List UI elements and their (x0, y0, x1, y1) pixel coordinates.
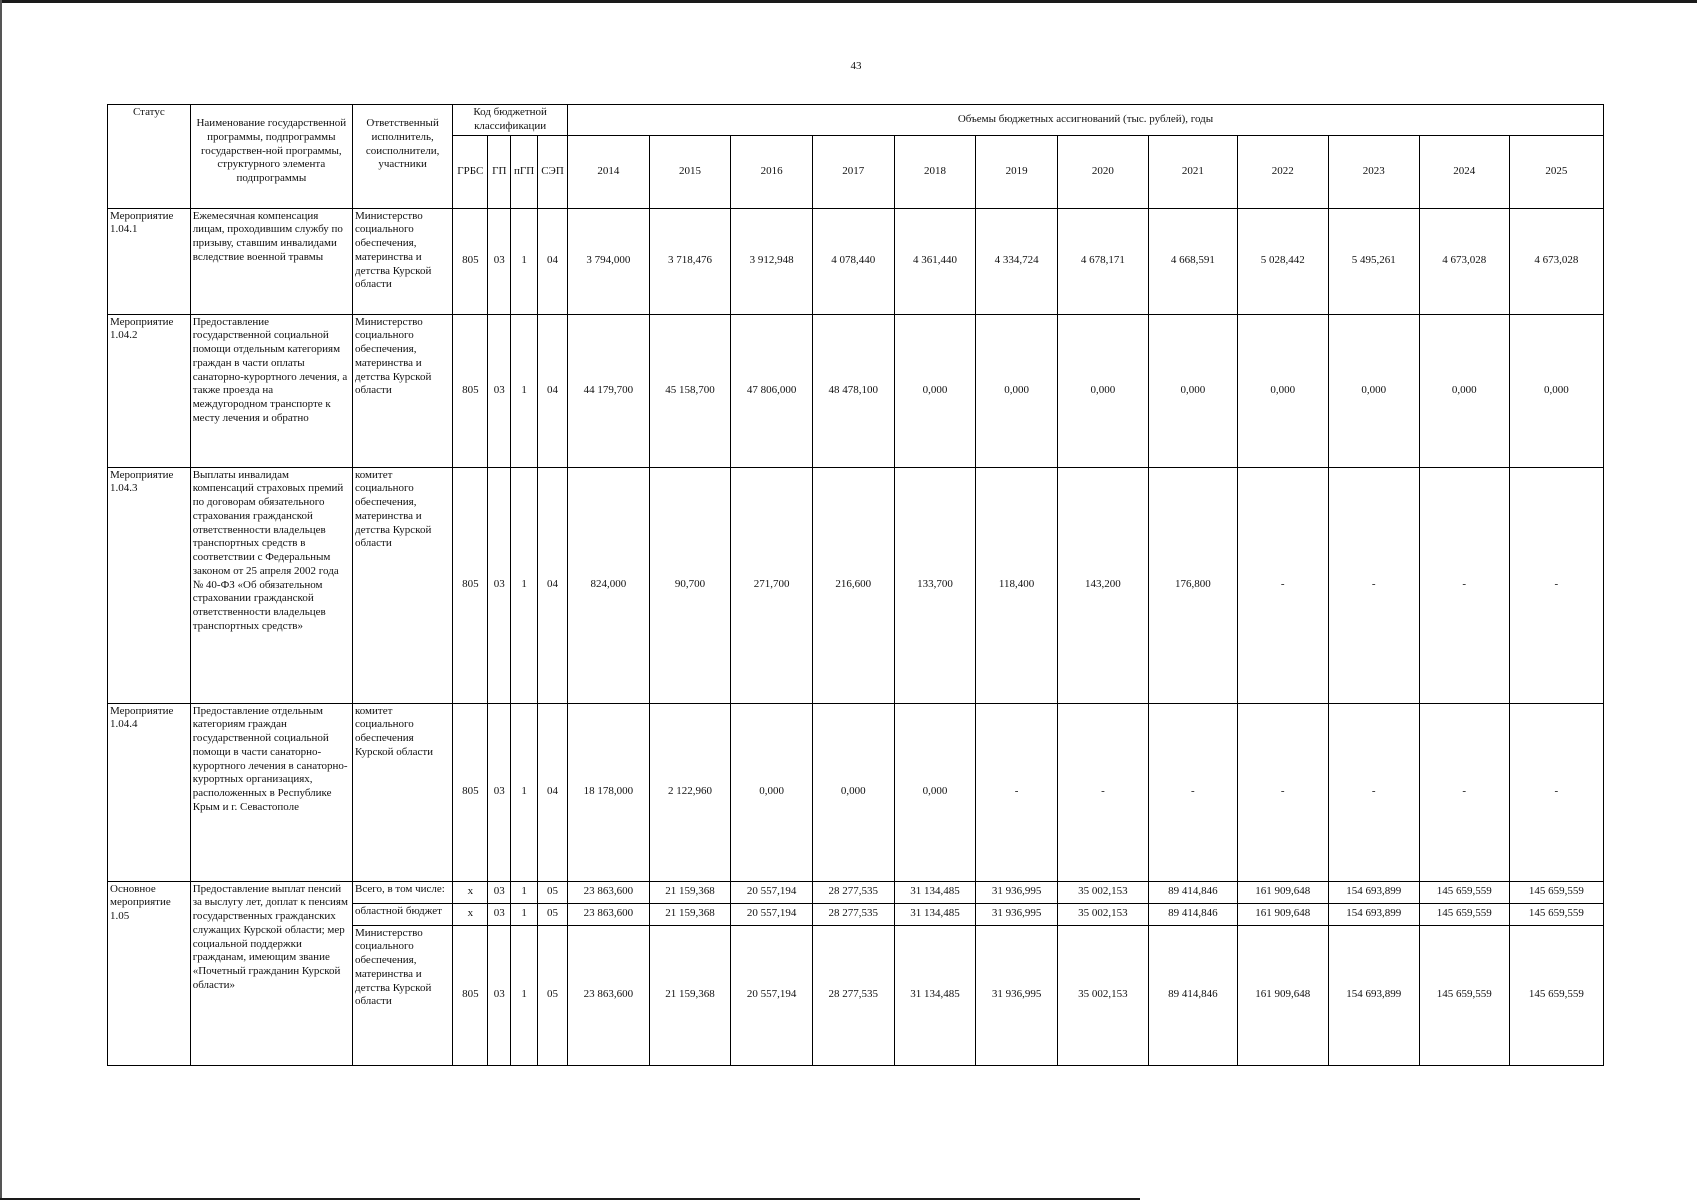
row-code-pgp: 1 (511, 925, 538, 1065)
table-row (108, 703, 1604, 881)
row-value: 4 673,028 (1419, 208, 1509, 314)
row-executor: областной бюджет (352, 903, 452, 925)
row-value: 0,000 (1148, 314, 1237, 467)
row-value: 161 909,648 (1237, 881, 1328, 903)
row-code-grbs: 805 (453, 925, 488, 1065)
header-code-gp: ГП (488, 135, 511, 208)
row-code-gp: 03 (488, 881, 511, 903)
header-year: 2020 (1057, 135, 1148, 208)
row-value: 118,400 (976, 467, 1058, 703)
scan-edge-top (0, 0, 1697, 3)
row-value: 0,000 (1419, 314, 1509, 467)
main-event-status: Основное мероприятие 1.05 (108, 881, 191, 1065)
page-number: 43 (850, 60, 862, 72)
row-value: 31 134,485 (894, 903, 976, 925)
row-value: - (1237, 467, 1328, 703)
row-value: 0,000 (1237, 314, 1328, 467)
row-value: 20 557,194 (731, 881, 813, 903)
row-status: Мероприятие 1.04.1 (108, 208, 191, 314)
header-code-sep: СЭП (538, 135, 568, 208)
row-value: 145 659,559 (1419, 903, 1509, 925)
row-value: 4 078,440 (812, 208, 894, 314)
header-year: 2022 (1237, 135, 1328, 208)
row-executor: Министерство социального обеспечения, материнства и детства Курской области (352, 314, 452, 467)
header-year: 2016 (731, 135, 813, 208)
table-header (108, 105, 1604, 209)
row-value: 0,000 (894, 314, 976, 467)
header-status: Статус (108, 105, 191, 209)
row-value: 28 277,535 (812, 903, 894, 925)
row-code-gp: 03 (488, 314, 511, 467)
row-value: 176,800 (1148, 467, 1237, 703)
row-status: Мероприятие 1.04.4 (108, 703, 191, 881)
row-executor: комитет социального обеспечения Курской области (352, 703, 452, 881)
row-code-sep: 04 (538, 467, 568, 703)
row-code-sep: 05 (538, 881, 568, 903)
row-value: - (1509, 467, 1603, 703)
row-value: 35 002,153 (1057, 925, 1148, 1065)
row-name: Выплаты инвалидам компенсаций страховых премий по договорам обязательного страхования гражданской ответственности владельцев транспортных средств в соответствии с Федеральным законом от 25 апреля 2002 года № 40-ФЗ «Об обязательном страховании гражданской ответственности владельцев транспортных средств» (190, 467, 352, 703)
row-name: Предоставление государственной социальной помощи отдельным категориям граждан в части оплаты санаторно-курортного лечения, а также проезда на междугородном транспорте к месту лечения и обратно (190, 314, 352, 467)
row-value: 4 678,171 (1057, 208, 1148, 314)
row-value: 28 277,535 (812, 881, 894, 903)
row-value: 28 277,535 (812, 925, 894, 1065)
row-value: 0,000 (1328, 314, 1419, 467)
row-value: 5 028,442 (1237, 208, 1328, 314)
row-value: 3 794,000 (567, 208, 649, 314)
row-value: - (1419, 703, 1509, 881)
row-value: - (1509, 703, 1603, 881)
row-value: 824,000 (567, 467, 649, 703)
row-value: 271,700 (731, 467, 813, 703)
row-code-grbs: х (453, 881, 488, 903)
row-value: 154 693,899 (1328, 903, 1419, 925)
row-name: Предоставление отдельным категориям граждан государственной социальной помощи в части санаторно-курортного лечения в санаторно-курортных организациях, расположенных в Республике Крым и г. Севастополе (190, 703, 352, 881)
row-value: 4 668,591 (1148, 208, 1237, 314)
row-code-pgp: 1 (511, 903, 538, 925)
header-year: 2021 (1148, 135, 1237, 208)
row-value: 145 659,559 (1419, 881, 1509, 903)
row-value: - (1237, 703, 1328, 881)
table-row (108, 208, 1604, 314)
row-value: 31 936,995 (976, 925, 1058, 1065)
row-value: 45 158,700 (649, 314, 731, 467)
budget-table (107, 104, 1604, 1066)
row-value: 23 863,600 (567, 903, 649, 925)
row-executor: Всего, в том числе: (352, 881, 452, 903)
row-code-pgp: 1 (511, 467, 538, 703)
row-code-gp: 03 (488, 925, 511, 1065)
row-value: - (1328, 467, 1419, 703)
row-value: 31 936,995 (976, 881, 1058, 903)
row-value: 5 495,261 (1328, 208, 1419, 314)
row-value: 89 414,846 (1148, 925, 1237, 1065)
row-value: 216,600 (812, 467, 894, 703)
row-executor: комитет социального обеспечения, материнства и детства Курской области (352, 467, 452, 703)
table-row (108, 314, 1604, 467)
row-code-sep: 05 (538, 925, 568, 1065)
row-value: 133,700 (894, 467, 976, 703)
row-code-pgp: 1 (511, 314, 538, 467)
row-code-grbs: 805 (453, 314, 488, 467)
row-value: - (1328, 703, 1419, 881)
row-value: 35 002,153 (1057, 903, 1148, 925)
row-value: 35 002,153 (1057, 881, 1148, 903)
scan-edge-left (0, 0, 2, 1200)
row-value: 18 178,000 (567, 703, 649, 881)
row-value: 154 693,899 (1328, 925, 1419, 1065)
header-year: 2018 (894, 135, 976, 208)
row-executor: Министерство социального обеспечения, материнства и детства Курской области (352, 925, 452, 1065)
row-value: 21 159,368 (649, 925, 731, 1065)
row-value: 44 179,700 (567, 314, 649, 467)
header-year: 2019 (976, 135, 1058, 208)
header-executor: Ответственный исполнитель, соисполнители, участники (352, 105, 452, 209)
table-body (108, 208, 1604, 1065)
row-value: 145 659,559 (1509, 903, 1603, 925)
table-row (108, 881, 1604, 903)
header-year: 2014 (567, 135, 649, 208)
row-name: Ежемесячная компенсация лицам, проходившим службу по призыву, ставшим инвалидами вследствие военной травмы (190, 208, 352, 314)
row-executor: Министерство социального обеспечения, материнства и детства Курской области (352, 208, 452, 314)
row-value: 23 863,600 (567, 925, 649, 1065)
header-budget-code: Код бюджетной классификации (453, 105, 568, 136)
main-event-name: Предоставление выплат пенсий за выслугу лет, доплат к пенсиям государственных гражданских служащих Курской области; мер социальной поддержки гражданам, имеющим звание «Почетный гражданин Курской области» (190, 881, 352, 1065)
row-value: 31 134,485 (894, 925, 976, 1065)
row-code-sep: 05 (538, 903, 568, 925)
row-value: 31 134,485 (894, 881, 976, 903)
row-value: 3 912,948 (731, 208, 813, 314)
row-value: 4 361,440 (894, 208, 976, 314)
row-value: - (976, 703, 1058, 881)
row-value: 23 863,600 (567, 881, 649, 903)
row-value: 21 159,368 (649, 903, 731, 925)
row-value: 0,000 (976, 314, 1058, 467)
row-code-pgp: 1 (511, 881, 538, 903)
row-value: 161 909,648 (1237, 903, 1328, 925)
row-value: 20 557,194 (731, 903, 813, 925)
row-value: 31 936,995 (976, 903, 1058, 925)
row-value: 143,200 (1057, 467, 1148, 703)
header-name: Наименование государственной программы, подпрограммы государствен-ной программы, структурного элемента подпрограммы (190, 105, 352, 209)
row-value: 145 659,559 (1419, 925, 1509, 1065)
table-row (108, 467, 1604, 703)
header-year: 2015 (649, 135, 731, 208)
row-value: 89 414,846 (1148, 881, 1237, 903)
row-code-gp: 03 (488, 903, 511, 925)
row-value: 0,000 (731, 703, 813, 881)
row-value: 4 673,028 (1509, 208, 1603, 314)
row-value: 20 557,194 (731, 925, 813, 1065)
row-code-gp: 03 (488, 208, 511, 314)
row-value: 154 693,899 (1328, 881, 1419, 903)
row-value: 4 334,724 (976, 208, 1058, 314)
row-value: 145 659,559 (1509, 925, 1603, 1065)
row-value: 161 909,648 (1237, 925, 1328, 1065)
header-year: 2023 (1328, 135, 1419, 208)
header-code-grbs: ГРБС (453, 135, 488, 208)
row-value: 90,700 (649, 467, 731, 703)
row-code-pgp: 1 (511, 703, 538, 881)
row-code-sep: 04 (538, 703, 568, 881)
row-code-grbs: х (453, 903, 488, 925)
row-value: 0,000 (1057, 314, 1148, 467)
row-value: - (1419, 467, 1509, 703)
row-code-grbs: 805 (453, 703, 488, 881)
row-value: - (1148, 703, 1237, 881)
row-value: 145 659,559 (1509, 881, 1603, 903)
row-code-pgp: 1 (511, 208, 538, 314)
row-value: 48 478,100 (812, 314, 894, 467)
row-value: 0,000 (1509, 314, 1603, 467)
header-year: 2017 (812, 135, 894, 208)
row-value: 47 806,000 (731, 314, 813, 467)
header-code-pgp: пГП (511, 135, 538, 208)
row-code-sep: 04 (538, 208, 568, 314)
header-volumes: Объемы бюджетных ассигнований (тыс. рублей), годы (567, 105, 1603, 136)
row-value: 89 414,846 (1148, 903, 1237, 925)
row-code-grbs: 805 (453, 208, 488, 314)
header-year: 2025 (1509, 135, 1603, 208)
row-code-gp: 03 (488, 703, 511, 881)
row-value: 0,000 (812, 703, 894, 881)
row-code-grbs: 805 (453, 467, 488, 703)
row-value: 2 122,960 (649, 703, 731, 881)
row-status: Мероприятие 1.04.2 (108, 314, 191, 467)
row-value: 21 159,368 (649, 881, 731, 903)
row-value: 3 718,476 (649, 208, 731, 314)
row-status: Мероприятие 1.04.3 (108, 467, 191, 703)
row-value: - (1057, 703, 1148, 881)
row-code-sep: 04 (538, 314, 568, 467)
header-year: 2024 (1419, 135, 1509, 208)
row-value: 0,000 (894, 703, 976, 881)
row-code-gp: 03 (488, 467, 511, 703)
